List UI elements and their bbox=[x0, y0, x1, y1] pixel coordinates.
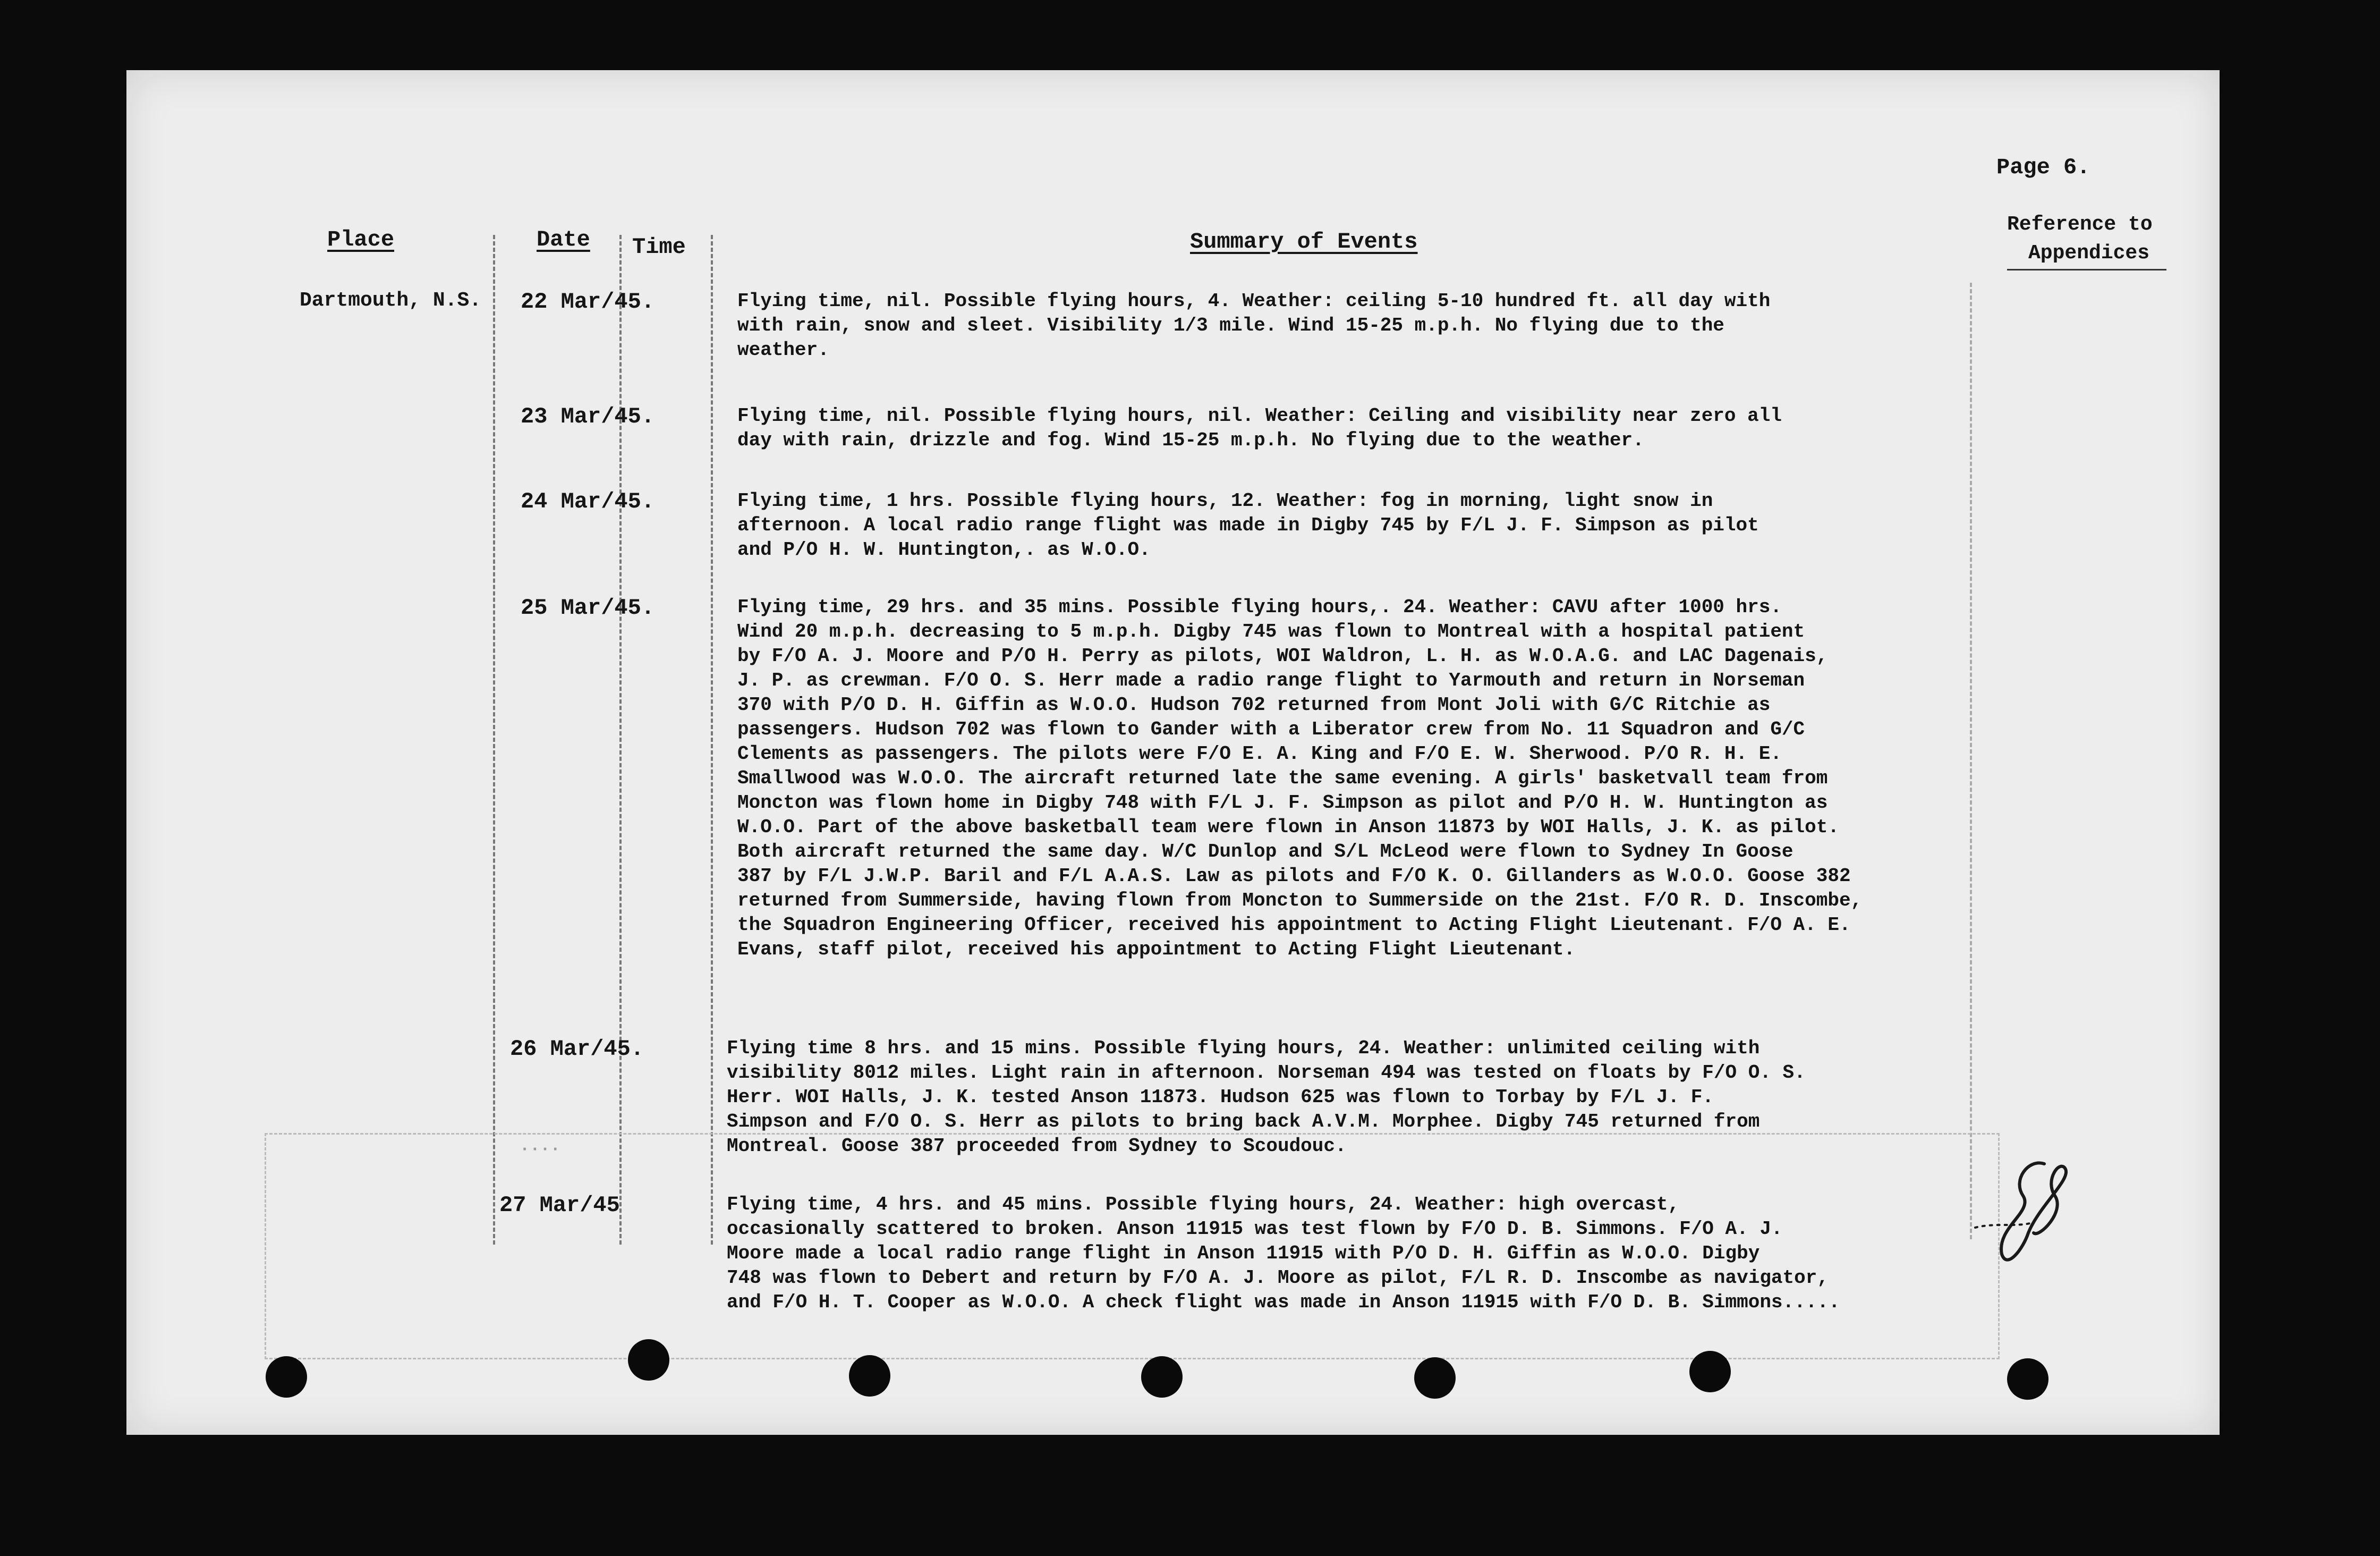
summary-line: 370 with P/O D. H. Giffin as W.O.O. Hudson 702 returned from Mont Joli with G/C Ritchie as bbox=[737, 694, 1771, 716]
punch-hole bbox=[1689, 1351, 1731, 1392]
punch-hole bbox=[628, 1339, 669, 1381]
summary-line: Flying time 8 hrs. and 15 mins. Possible flying hours, 24. Weather: unlimited ceiling with bbox=[727, 1037, 1760, 1059]
summary-line: occasionally scattered to broken. Anson 11915 was test flown by F/O D. B. Simmons. F/O A. J. bbox=[727, 1218, 1783, 1240]
punch-hole bbox=[849, 1355, 890, 1397]
summary-line: Flying time, 4 hrs. and 45 mins. Possible flying hours, 24. Weather: high overcast, bbox=[727, 1194, 1680, 1215]
column-rule-date bbox=[619, 235, 622, 1245]
document-page bbox=[126, 70, 2220, 1435]
summary-line: day with rain, drizzle and fog. Wind 15-25 m.p.h. No flying due to the weather. bbox=[737, 429, 1644, 451]
entry-summary bbox=[737, 289, 1770, 362]
punch-hole bbox=[1141, 1356, 1183, 1398]
entry-date: 24 Mar/45. bbox=[521, 489, 655, 514]
summary-line: Moore made a local radio range flight in Anson 11915 with P/O D. H. Giffin as W.O.O. Digby bbox=[727, 1242, 1760, 1264]
summary-line: Herr. WOI Halls, J. K. tested Anson 11873. Hudson 625 was flown to Torbay by F/L J. F. bbox=[727, 1086, 1714, 1108]
summary-line: Both aircraft returned the same day. W/C Dunlop and S/L McLeod were flown to Sydney In Goose bbox=[737, 841, 1794, 862]
summary-line: 748 was flown to Debert and return by F/O A. J. Moore as pilot, F/L R. D. Inscombe as navigator, bbox=[727, 1267, 1829, 1289]
summary-line: Clements as passengers. The pilots were F/O E. A. King and F/O E. W. Sherwood. P/O R. H. E. bbox=[737, 743, 1782, 765]
punch-hole bbox=[2007, 1358, 2048, 1400]
summary-line: Evans, staff pilot, received his appointment to Acting Flight Lieutenant. bbox=[737, 938, 1576, 960]
entry-date: 22 Mar/45. bbox=[521, 289, 655, 315]
punch-hole bbox=[266, 1356, 307, 1398]
summary-line: weather. bbox=[737, 339, 829, 361]
entry-summary bbox=[737, 595, 1862, 962]
summary-line: W.O.O. Part of the above basketball team were flown in Anson 11873 by WOI Halls, J. K. as pilot. bbox=[737, 816, 1839, 838]
column-rule-place bbox=[493, 235, 495, 1245]
summary-line: returned from Summerside, having flown from Moncton to Summerside on the 21st. F/O R. D. Inscombe, bbox=[737, 890, 1863, 911]
entry-date: 26 Mar/45. bbox=[510, 1036, 644, 1062]
ghost-impression-text: ···· bbox=[520, 1139, 560, 1159]
summary-line: and F/O H. T. Cooper as W.O.O. A check flight was made in Anson 11915 with F/O D. B. Simmons..... bbox=[727, 1291, 1840, 1313]
entry-summary bbox=[737, 404, 1782, 453]
appendices-rule bbox=[2007, 269, 2166, 270]
header-reference-line2: Appendices bbox=[2028, 242, 2150, 265]
column-rule-reference bbox=[1970, 283, 1972, 1239]
summary-line: passengers. Hudson 702 was flown to Gander with a Liberator crew from No. 11 Squadron and G/C bbox=[737, 718, 1805, 740]
summary-line: Flying time, nil. Possible flying hours, nil. Weather: Ceiling and visibility near zero all bbox=[737, 405, 1782, 427]
entry-date: 27 Mar/45 bbox=[499, 1193, 620, 1218]
summary-line: and P/O H. W. Huntington,. as W.O.O. bbox=[737, 539, 1151, 561]
summary-line: Smallwood was W.O.O. The aircraft returned late the same evening. A girls' basketvall team from bbox=[737, 767, 1828, 789]
summary-line: visibility 8012 miles. Light rain in afternoon. Norseman 494 was tested on floats by F/O O. S. bbox=[727, 1062, 1806, 1084]
header-date: Date bbox=[537, 227, 590, 252]
summary-line: Moncton was flown home in Digby 748 with F/L J. F. Simpson as pilot and P/O H. W. Huntington as bbox=[737, 792, 1828, 814]
entry-summary bbox=[737, 489, 1759, 562]
summary-line: Montreal. Goose 387 proceeded from Sydney to Scoudouc. bbox=[727, 1135, 1347, 1157]
header-reference-line1: Reference to bbox=[2007, 213, 2153, 236]
summary-line: the Squadron Engineering Officer, received his appointment to Acting Flight Lieutenant. F/O A. E. bbox=[737, 914, 1851, 936]
summary-line: Flying time, nil. Possible flying hours, 4. Weather: ceiling 5-10 hundred ft. all day with bbox=[737, 290, 1771, 312]
entry-date: 23 Mar/45. bbox=[521, 404, 655, 429]
entry-date: 25 Mar/45. bbox=[521, 595, 655, 621]
entry-summary bbox=[727, 1036, 1806, 1158]
page-number: Page 6. bbox=[1996, 155, 2090, 180]
header-place: Place bbox=[327, 227, 395, 252]
summary-line: with rain, snow and sleet. Visibility 1/3 mile. Wind 15-25 m.p.h. No flying due to the bbox=[737, 315, 1724, 336]
summary-line: by F/O A. J. Moore and P/O H. Perry as pilots, WOI Waldron, L. H. as W.O.A.G. and LAC Dagenais, bbox=[737, 645, 1828, 667]
summary-line: 387 by F/L J.W.P. Baril and F/L A.A.S. Law as pilots and F/O K. O. Gillanders as W.O.O. Goose 382 bbox=[737, 865, 1851, 887]
punch-hole bbox=[1414, 1357, 1456, 1399]
summary-line: Flying time, 29 hrs. and 35 mins. Possible flying hours,. 24. Weather: CAVU after 1000 hrs. bbox=[737, 596, 1782, 618]
header-time: Time bbox=[632, 234, 686, 260]
entry-place: Dartmouth, N.S. bbox=[300, 289, 482, 312]
summary-line: J. P. as crewman. F/O O. S. Herr made a radio range flight to Yarmouth and return in Norseman bbox=[737, 670, 1805, 691]
column-rule-summary bbox=[711, 235, 713, 1245]
summary-line: Simpson and F/O O. S. Herr as pilots to bring back A.V.M. Morphee. Digby 745 returned from bbox=[727, 1111, 1760, 1132]
header-summary: Summary of Events bbox=[1190, 229, 1418, 255]
summary-line: Wind 20 m.p.h. decreasing to 5 m.p.h. Digby 745 was flown to Montreal with a hospital patient bbox=[737, 621, 1805, 642]
summary-line: Flying time, 1 hrs. Possible flying hours, 12. Weather: fog in morning, light snow in bbox=[737, 490, 1713, 512]
entry-summary bbox=[727, 1193, 1840, 1315]
summary-line: afternoon. A local radio range flight was made in Digby 745 by F/L J. F. Simpson as pilot bbox=[737, 514, 1759, 536]
handwritten-initials-signature bbox=[1965, 1148, 2092, 1275]
